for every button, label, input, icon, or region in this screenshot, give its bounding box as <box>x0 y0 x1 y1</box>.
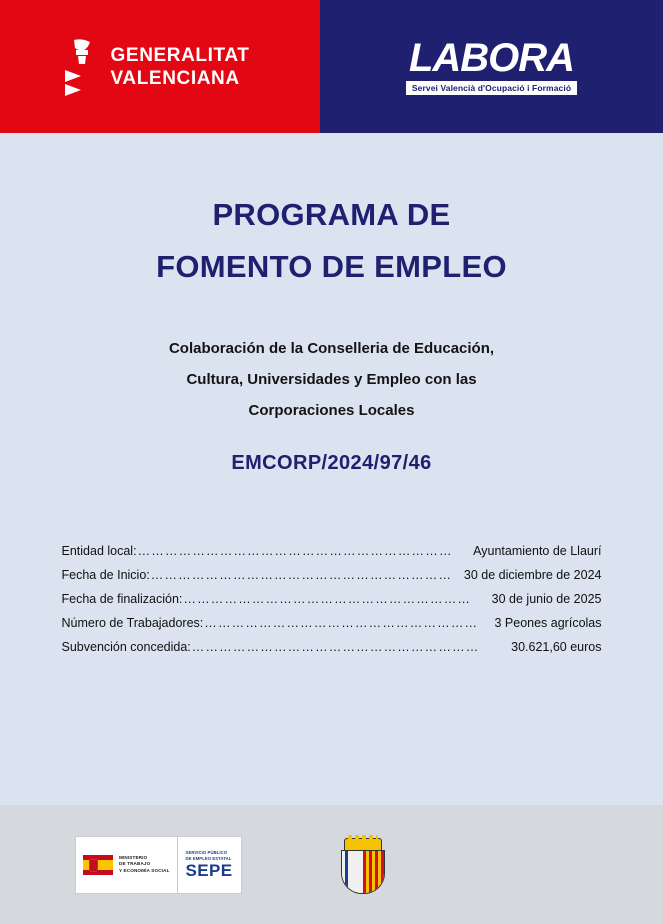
ministerio-de-trabajo-logo <box>75 836 242 894</box>
program-code: EMCORP/2024/97/46 <box>231 452 432 474</box>
field-row <box>62 563 602 587</box>
generalitat-wordmark-line1: GENERALITAT <box>110 44 250 66</box>
header-right-band <box>320 0 663 133</box>
sepe-subtitle-line1: SERVICIO PÚBLICO <box>185 850 228 856</box>
spain-coat-of-arms-icon <box>89 859 98 872</box>
spain-flag-icon <box>83 855 113 875</box>
field-value: 30 de diciembre de 2024 <box>463 568 602 582</box>
fields-list <box>62 539 602 659</box>
ministry-name-line1: MINISTERIO <box>119 854 148 860</box>
field-value: 30.621,60 euros <box>511 640 602 654</box>
field-dots: ……………………………………………………… <box>183 592 472 606</box>
page-subtitle-line3: Corporaciones Locales <box>248 402 415 419</box>
ministry-name <box>119 855 170 874</box>
document-body <box>0 133 663 805</box>
field-value: 30 de junio de 2025 <box>491 592 602 606</box>
field-label: Número de Trabajadores: <box>61 616 204 630</box>
field-row <box>62 635 602 659</box>
page-title <box>0 133 663 293</box>
shield-left-half <box>342 851 363 893</box>
document-header <box>0 0 663 133</box>
shield-icon <box>341 850 385 894</box>
field-dots: ……………………………………………………… <box>191 640 480 654</box>
sepe-subtitle-line2: DE EMPLEO ESTATAL <box>185 855 232 861</box>
generalitat-wordmark-line2: VALENCIANA <box>110 67 240 89</box>
footer-logo-group <box>75 836 386 894</box>
generalitat-valenciana-logo <box>65 38 250 96</box>
field-label: Subvención concedida: <box>61 640 191 654</box>
page-subtitle <box>0 333 663 426</box>
field-value: Ayuntamiento de Llaurí <box>473 544 602 558</box>
shield-blue-bar <box>345 851 348 893</box>
page-title-line1: PROGRAMA DE <box>212 197 451 232</box>
field-dots: …………………………………………………… <box>204 616 479 630</box>
labora-subtitle: Servei Valencià d'Ocupació i Formació <box>406 81 577 95</box>
field-row <box>62 539 602 563</box>
shield-aragon-bars <box>363 851 384 893</box>
page-subtitle-line2: Cultura, Universidades y Empleo con las <box>186 371 477 388</box>
field-row <box>62 611 602 635</box>
page-subtitle-line1: Colaboración de la Conselleria de Educación, <box>168 340 495 357</box>
field-label: Fecha de finalización: <box>61 592 183 606</box>
ministry-name-line2: DE TRABAJO <box>119 861 151 867</box>
field-label: Entidad local: <box>61 544 137 558</box>
ministry-left-section <box>76 837 177 893</box>
header-left-band <box>0 0 320 133</box>
generalitat-wordmark <box>111 44 250 90</box>
ayuntamiento-llauri-coat-of-arms <box>338 836 386 894</box>
document-footer <box>0 805 663 924</box>
generalitat-emblem-icon <box>65 38 99 96</box>
page-title-line2: FOMENTO DE EMPLEO <box>156 249 507 284</box>
field-dots: …………………………………………………………… <box>137 544 453 558</box>
field-dots: ………………………………………………………… <box>150 568 453 582</box>
sepe-wordmark: SEPE <box>185 860 233 880</box>
ministry-name-line3: Y ECONOMÍA SOCIAL <box>119 867 170 873</box>
field-value: 3 Peones agrícolas <box>494 616 602 630</box>
labora-wordmark: LABORA <box>408 36 575 80</box>
sepe-logo <box>177 837 241 893</box>
labora-logo <box>395 38 589 95</box>
field-label: Fecha de Inicio: <box>61 568 150 582</box>
field-row <box>62 587 602 611</box>
